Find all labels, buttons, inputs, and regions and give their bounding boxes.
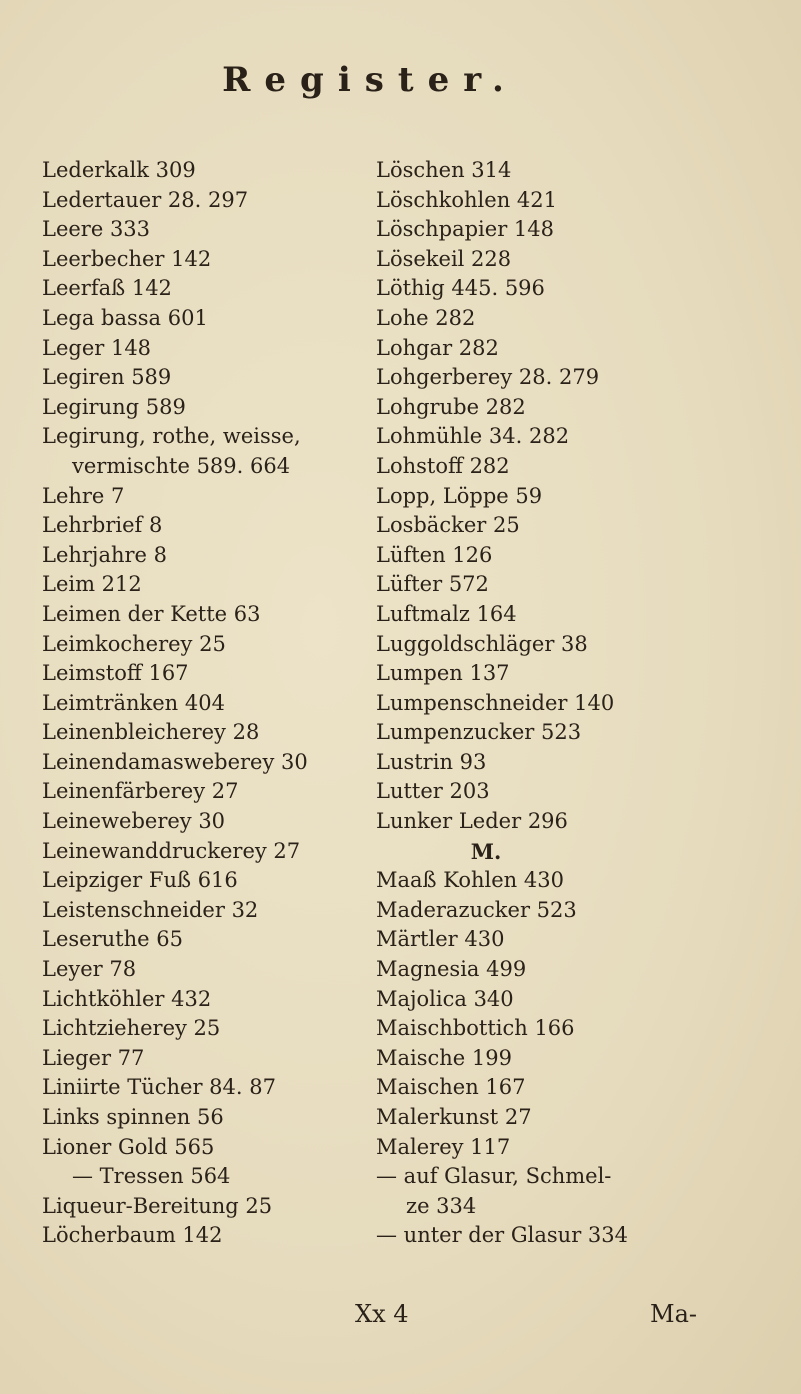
index-entry: Legirung 589 — [42, 394, 186, 419]
index-entry: Maischen 167 — [376, 1075, 526, 1100]
index-entry: Lioner Gold 565 — [42, 1134, 215, 1159]
index-entry: Lehre 7 — [42, 483, 125, 508]
index-entry: Leinenfärberey 27 — [42, 779, 239, 804]
index-entry: Lumpenzucker 523 — [376, 720, 582, 745]
index-entry: Leimen der Kette 63 — [42, 601, 261, 626]
index-entry: Löschkohlen 421 — [376, 187, 557, 212]
index-entry: Maischbottich 166 — [376, 1016, 575, 1041]
index-entry: Lega bassa 601 — [42, 305, 208, 330]
index-entry: Lüfter 572 — [376, 572, 489, 597]
index-entry: Leimstoff 167 — [42, 661, 189, 686]
index-entry: Lehrjahre 8 — [42, 542, 167, 567]
index-entry: Lichtköhler 432 — [42, 986, 212, 1011]
index-entry: Lunker Leder 296 — [376, 809, 568, 834]
index-entry: Luggoldschläger 38 — [376, 631, 588, 656]
index-entry: — auf Glasur, Schmel- — [376, 1164, 612, 1189]
index-entry: Majolica 340 — [376, 986, 514, 1011]
page-title: Register. — [222, 60, 518, 100]
index-entry: Legiren 589 — [42, 365, 172, 390]
index-entry: Malerkunst 27 — [376, 1105, 532, 1129]
section-letter-heading: M. — [470, 838, 502, 864]
index-entry: Lumpen 137 — [376, 661, 510, 686]
index-entry: Lohstoff 282 — [376, 453, 510, 478]
index-entry: Links spinnen 56 — [42, 1105, 224, 1129]
index-entry: Lohgrube 282 — [376, 394, 526, 419]
index-entry: — Tressen 564 — [72, 1164, 231, 1189]
index-entry: Lohe 282 — [376, 305, 476, 330]
index-entry: Leerbecher 142 — [42, 246, 212, 271]
index-entry: Luftmalz 164 — [376, 601, 517, 626]
index-entry: Lederkalk 309 — [42, 158, 196, 182]
index-column-right — [376, 156, 716, 1251]
catchword: Ma- — [650, 1300, 697, 1328]
index-entry: Maische 199 — [376, 1045, 512, 1070]
index-entry: ze 334 — [406, 1193, 477, 1218]
index-entry: Leseruthe 65 — [42, 927, 183, 952]
index-entry: Leimkocherey 25 — [42, 631, 226, 656]
index-entry: Maderazucker 523 — [376, 897, 577, 922]
index-entry: Löthig 445. 596 — [376, 276, 545, 301]
index-entry: Lösekeil 228 — [376, 246, 512, 271]
index-entry: Leim 212 — [42, 572, 142, 597]
index-column-left — [42, 156, 372, 1251]
index-entry: Löcherbaum 142 — [42, 1223, 223, 1248]
index-entry: Leipziger Fuß 616 — [42, 868, 238, 893]
index-entry: Lopp, Löppe 59 — [376, 483, 543, 508]
index-entry: Magnesia 499 — [376, 957, 527, 982]
index-entry: Leinewanddruckerey 27 — [42, 838, 301, 863]
index-entry: Löschpapier 148 — [376, 217, 554, 242]
index-entry: Liqueur-Bereitung 25 — [42, 1193, 273, 1218]
index-entry: Leimtränken 404 — [42, 690, 225, 715]
index-entry: Lichtzieherey 25 — [42, 1016, 221, 1041]
index-entry: Lustrin 93 — [376, 749, 487, 774]
index-entry: Losbäcker 25 — [376, 513, 520, 538]
index-entry: Lohgerberey 28. 279 — [376, 365, 600, 390]
index-entry: Legirung, rothe, weisse, — [42, 424, 301, 449]
index-entry: Löschen 314 — [376, 158, 512, 182]
index-entry: Lehrbrief 8 — [42, 513, 163, 538]
index-entry: Lüften 126 — [376, 542, 493, 567]
index-entry: Liniirte Tücher 84. 87 — [42, 1075, 276, 1100]
index-entry: Leinendamasweberey 30 — [42, 749, 308, 774]
index-entry: Malerey 117 — [376, 1134, 511, 1159]
index-entry: Leerfaß 142 — [42, 276, 172, 301]
index-entry: Märtler 430 — [376, 927, 505, 952]
index-entry: Lohmühle 34. 282 — [376, 424, 570, 449]
index-entry: Maaß Kohlen 430 — [376, 868, 564, 893]
index-entry: Lieger 77 — [42, 1045, 145, 1070]
index-entry: vermischte 589. 664 — [72, 453, 291, 478]
index-entry: — unter der Glasur 334 — [376, 1223, 628, 1248]
index-entry: Leistenschneider 32 — [42, 897, 259, 922]
index-entry: Lutter 203 — [376, 779, 490, 804]
index-entry: Leger 148 — [42, 335, 152, 360]
signature-mark: Xx 4 — [355, 1300, 409, 1328]
index-entry: Lumpenschneider 140 — [376, 690, 615, 715]
index-entry: Leere 333 — [42, 217, 151, 242]
index-entry: Ledertauer 28. 297 — [42, 187, 249, 212]
index-entry: Leinenbleicherey 28 — [42, 720, 260, 745]
index-entry: Leineweberey 30 — [42, 809, 226, 834]
index-entry: Leyer 78 — [42, 957, 137, 982]
index-entry: Lohgar 282 — [376, 335, 499, 360]
